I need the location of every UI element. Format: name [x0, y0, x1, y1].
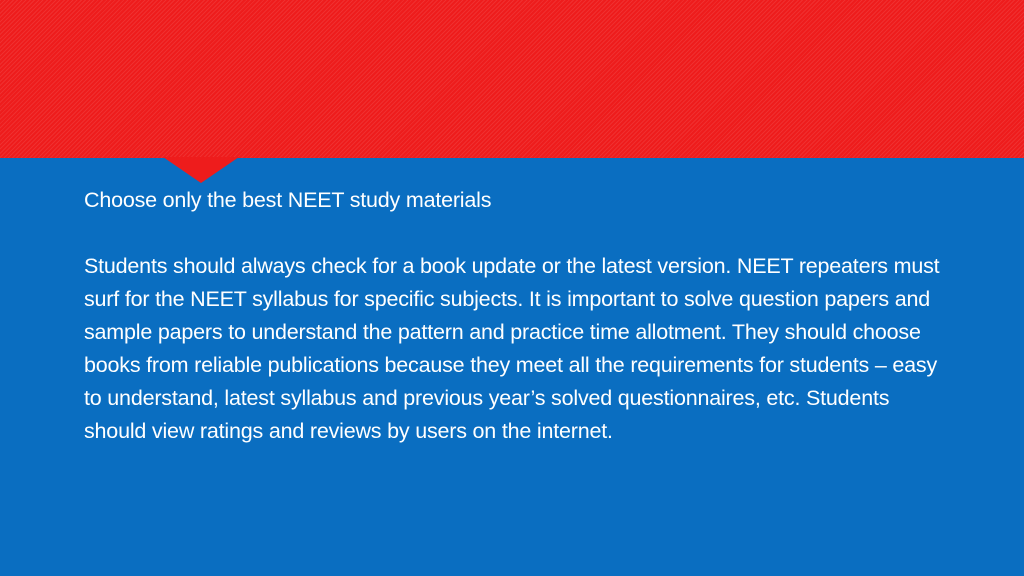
slide-heading: Choose only the best NEET study materials — [84, 188, 492, 212]
decorative-top-band — [0, 0, 1024, 158]
band-notch-arrow — [163, 157, 239, 183]
slide-content — [84, 184, 954, 448]
slide-body-text: Students should always check for a book update or the latest version. NEET repeaters must surf for the NEET syllabus for specific subjects. It is important to solve question papers and sample papers to understand the pattern and practice time allotment. They should choose books from reliable publications because they meet all the requirements for students – easy to understand, latest syllabus and previous year’s solved questionnaires, etc. Students should view ratings and reviews by users on the internet. — [84, 254, 940, 443]
